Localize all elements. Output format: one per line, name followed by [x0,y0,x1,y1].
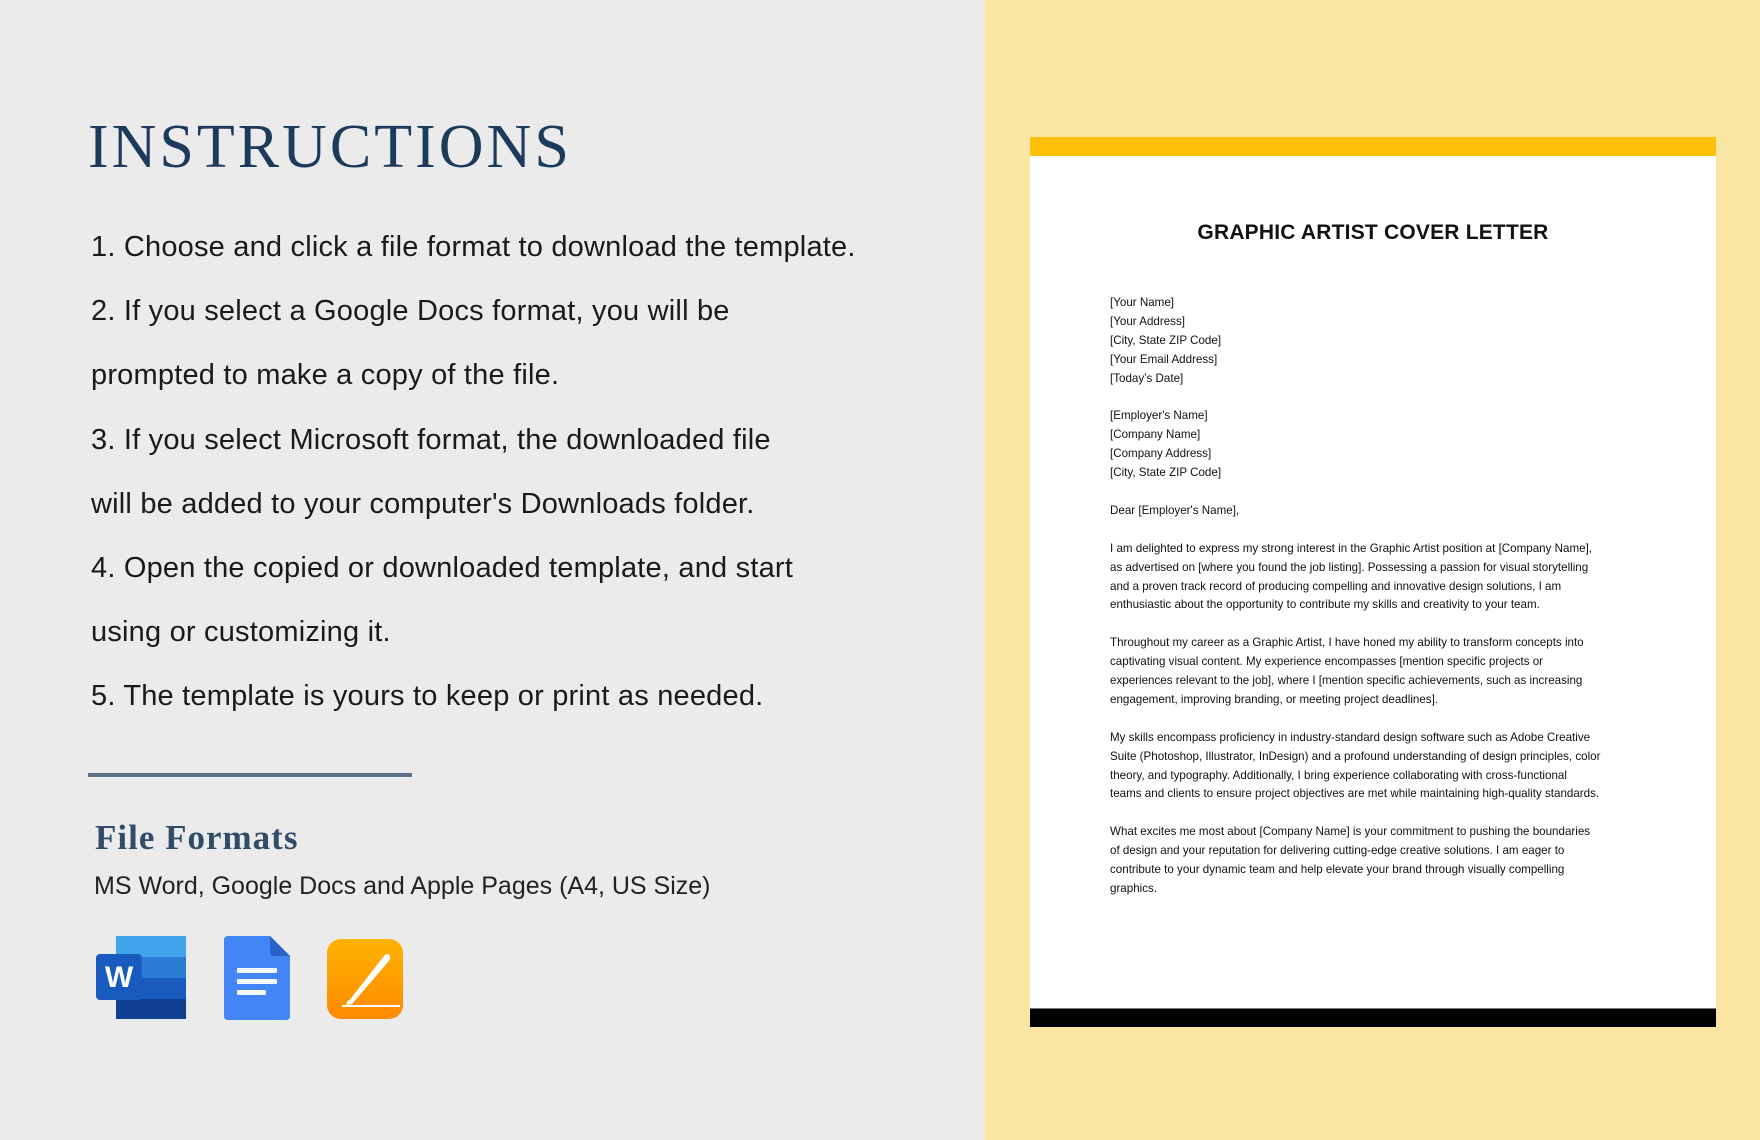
svg-text:W: W [104,961,134,994]
paragraph-line: of design and your reputation for delivering cutting-edge creative solutions. I am eager to [1110,844,1565,858]
instructions-heading: INSTRUCTIONS [88,113,572,181]
sender-block [1110,294,1670,389]
recipient-block [1110,407,1670,483]
instruction-line: prompted to make a copy of the file. [91,359,560,392]
file-formats-title: File Formats [95,818,299,857]
paragraph-line: and a proven track record of producing compelling and innovative design solutions, I am [1110,579,1562,593]
section-divider [88,773,412,777]
ms-word-icon[interactable] [96,934,188,1020]
google-docs-icon[interactable] [222,934,292,1022]
instructions-list [91,215,971,729]
paragraph-line: My skills encompass proficiency in industry-standard design software such as Adobe Creative [1110,730,1591,744]
document-title: GRAPHIC ARTIST COVER LETTER [1197,221,1549,244]
paragraph [1110,540,1670,616]
sender-line: [Your Email Address] [1110,352,1218,366]
file-formats-subtitle: MS Word, Google Docs and Apple Pages (A4, US Size) [94,872,711,900]
instruction-line: 1. Choose and click a file format to download the template. [91,231,856,263]
instruction-line: 3. If you select Microsoft format, the downloaded file [91,423,771,456]
paragraph-line: experiences relevant to the job], where I [mention specific achievements, such as increasing [1110,674,1583,688]
salutation-text: Dear [Employer's Name], [1110,503,1240,517]
paragraph-line: engagement, improving branding, or meeting project deadlines]. [1110,692,1439,706]
page-top-bar [1030,137,1716,156]
page-bottom-bar [1030,1008,1716,1027]
paragraph-line: What excites me most about [Company Name] is your commitment to pushing the boundaries [1110,825,1591,839]
salutation [1110,502,1670,521]
paragraph-line: Throughout my career as a Graphic Artist, I have honed my ability to transform concepts into [1110,636,1584,650]
paragraph-line: contribute to your dynamic team and help elevate your brand through visually compelling [1110,863,1565,877]
paragraph [1110,634,1670,710]
sender-line: [City, State ZIP Code] [1110,333,1222,347]
recipient-line: [Company Address] [1110,447,1212,461]
apple-pages-icon[interactable] [326,938,404,1020]
sender-line: [Your Address] [1110,314,1185,328]
paragraph-line: Suite (Photoshop, Illustrator, InDesign) and a profound understanding of design principles, color [1110,749,1601,763]
instruction-line: using or customizing it. [91,616,391,649]
recipient-line: [Employer's Name] [1110,409,1208,423]
paragraph-line: graphics. [1110,882,1158,895]
paragraph-line: teams and clients to ensure project objectives are met while maintaining high-quality standards. [1110,787,1600,801]
instruction-line: 5. The template is yours to keep or print as needed. [91,680,764,713]
template-preview-page [1030,137,1716,1027]
instruction-line: 4. Open the copied or downloaded template, and start [91,551,794,584]
instruction-line: will be added to your computer's Downloads folder. [91,487,755,520]
paragraph [1110,823,1670,899]
paragraph-line: as advertised on [where you found the job listing]. Possessing a passion for visual storytelling [1110,560,1589,574]
instruction-line: 2. If you select a Google Docs format, you will be [91,295,730,328]
sender-line: [Your Name] [1110,296,1175,309]
paragraph-line: I am delighted to express my strong interest in the Graphic Artist position at [Company Name], [1110,541,1593,555]
paragraph-line: captivating visual content. My experience encompasses [mention specific projects or [1110,655,1544,669]
recipient-line: [Company Name] [1110,428,1201,442]
paragraph [1110,729,1670,805]
recipient-line: [City, State ZIP Code] [1110,466,1222,480]
sender-line: [Today’s Date] [1110,371,1184,385]
letter-body [1110,294,1670,918]
paragraph-line: theory, and typography. Additionally, I bring experience collaborating with cross-functional [1110,768,1567,782]
paragraph-line: enthusiastic about the opportunity to contribute my skills and creativity to your team. [1110,598,1540,612]
